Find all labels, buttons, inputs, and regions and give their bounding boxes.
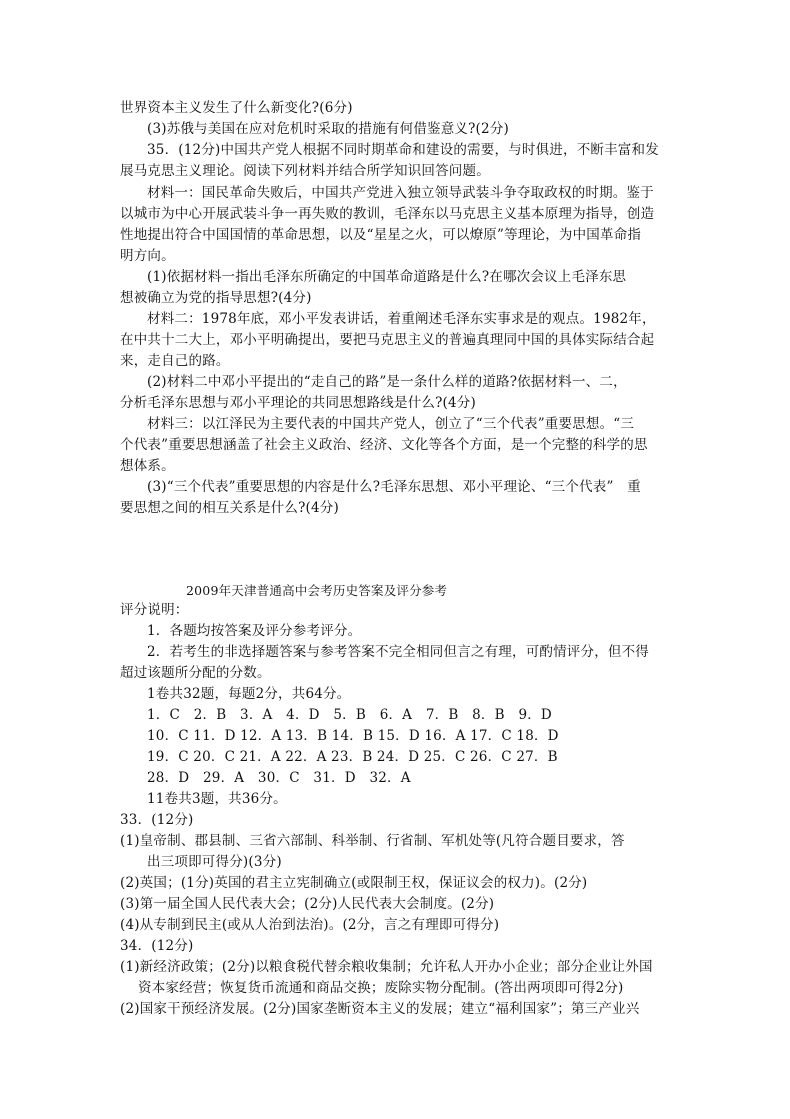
choice-answer-row: 19．C 20．C 21．A 22．A 23．B 24．D 25．C 26．C 27．B (147, 749, 558, 765)
q33-answer-line: 出三项即可得分)(3分) (147, 854, 282, 870)
answer-title: 2009年天津普通高中会考历史答案及评分参考 (186, 583, 448, 598)
q34-answer-line: 资本家经营；恢复货币流通和商品交换；废除实物分配制。(答出两项即可得2分) (138, 980, 624, 996)
material-1-line: 材料一：国民革命失败后，中国共产党进入独立领导武装斗争夺取政权的时期。鉴于 (147, 185, 654, 201)
q34-answer-line: (1)新经济政策；(2分)以粮食税代替余粮收集制；允许私人开办小企业；部分企业让外国 (120, 959, 653, 975)
scoring-label: 评分说明： (120, 602, 189, 618)
material-1-line: 性地提出符合中国国情的革命思想，以及“星星之火，可以燎原”等理论，为中国革命指 (120, 227, 642, 243)
q35-part3-line: 要思想之间的相互关系是什么?(4分) (120, 500, 339, 516)
q33-header: 33．(12分) (120, 812, 194, 828)
q34-tail-line: 世界资本主义发生了什么新变化?(6分) (120, 100, 353, 116)
q35-part3-line: (3)“三个代表”重要思想的内容是什么?毛泽东思想、邓小平理论、“三个代表” 重 (147, 479, 641, 495)
q33-answer-line: (3)第一届全国人民代表大会；(2分)人民代表大会制度。(2分) (120, 896, 495, 912)
q35-part2-line: 分析毛泽东思想与邓小平理论的共同思想路线是什么?(4分) (120, 395, 476, 411)
material-3-line: 想体系。 (120, 458, 175, 474)
volume-2-header: 11卷共3题，共36分。 (147, 791, 287, 807)
material-1-line: 以城市为中心开展武装斗争一再失败的教训，毛泽东以马克思主义基本原理为指导，创造 (120, 206, 655, 222)
material-2-line: 在中共十二大上，邓小平明确提出，要把马克思主义的普遍真理同中国的具体实际结合起 (120, 332, 655, 348)
q35-intro-line: 35．(12分)中国共产党人根据不同时期革命和建设的需要，与时俱进，不断丰富和发 (147, 142, 659, 158)
scoring-note: 1．各题均按答案及评分参考评分。 (147, 623, 362, 639)
scoring-note: 超过该题所分配的分数。 (120, 665, 271, 681)
material-3-line: 材料三：以江泽民为主要代表的中国共产党人，创立了“三个代表”重要思想。“三 (147, 416, 635, 432)
q35-part1-line: (1)依据材料一指出毛泽东所确定的中国革命道路是什么?在哪次会议上毛泽东思 (147, 269, 627, 285)
q35-intro-line: 展马克思主义理论。阅读下列材料并结合所学知识回答问题。 (120, 163, 490, 179)
q33-answer-line: (1)皇帝制、郡县制、三省六部制、科举制、行省制、军机处等(凡符合题目要求，答 (120, 833, 625, 849)
volume-1-header: 1卷共32题，每题2分，共64分。 (147, 686, 351, 702)
q35-part2-line: (2)材料二中邓小平提出的“走自己的路”是一条什么样的道路?依据材料一、二， (147, 374, 627, 390)
material-1-line: 明方向。 (120, 248, 175, 264)
q34-part3: (3)苏俄与美国在应对危机时采取的措施有何借鉴意义?(2分) (147, 121, 509, 137)
material-2-line: 材料二：1978年底，邓小平发表讲话，着重阐述毛泽东实事求是的观点。1982年， (147, 311, 656, 327)
scoring-note: 2．若考生的非选择题答案与参考答案不完全相同但言之有理，可酌情评分，但不得 (147, 644, 649, 660)
q33-answer-line: (2)英国；(1分)英国的君主立宪制确立(或限制王权，保证议会的权力)。(2分) (120, 875, 588, 891)
material-3-line: 个代表”重要思想涵盖了社会主义政治、经济、文化等各个方面，是一个完整的科学的思 (120, 437, 648, 453)
q35-part1-line: 想被确立为党的指导思想?(4分) (120, 290, 312, 306)
q34-answer-line: (2)国家干预经济发展。(2分)国家垄断资本主义的发展；建立“福利国家”；第三产业兴 (120, 1001, 640, 1017)
choice-answer-row: 10．C 11．D 12．A 13．B 14．B 15．D 16．A 17．C 18．D (147, 728, 559, 744)
q33-answer-line: (4)从专制到民主(或从人治到法治)。(2分，言之有理即可得分) (120, 917, 500, 933)
q34-header: 34．(12分) (120, 938, 194, 954)
material-2-line: 来，走自己的路。 (120, 353, 230, 369)
choice-answer-row: 1．C 2．B 3．A 4．D 5．B 6．A 7．B 8．B 9．D (147, 707, 552, 723)
choice-answer-row: 28．D 29．A 30．C 31．D 32．A (147, 770, 411, 786)
